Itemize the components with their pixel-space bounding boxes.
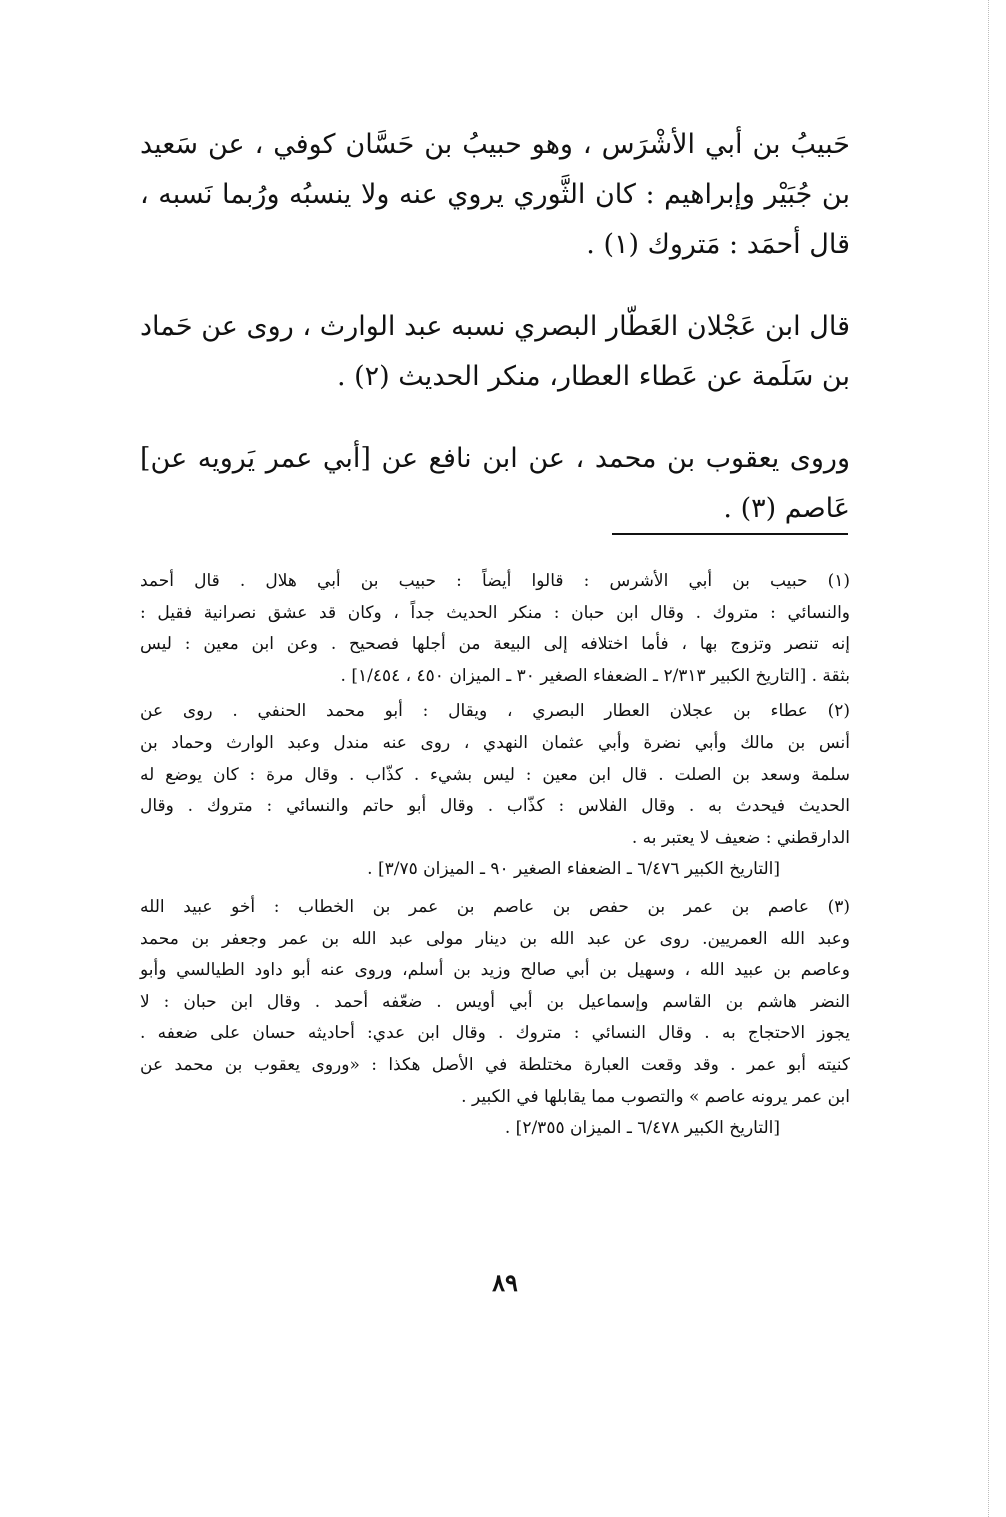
footnote-1 bbox=[140, 566, 850, 692]
footnotes bbox=[140, 566, 850, 1151]
footnote-line: الدارقطني : ضعيف لا يعتبر به . bbox=[631, 827, 850, 848]
page-number: ٨٩ bbox=[492, 1268, 518, 1297]
main-paragraph-1: حَبيبُ بن أبي الأشْرَس ، وهو حبيبُ بن حَسَّان كوفي ، عن سَعيد بن جُبَيْر وإبراهيم : كان الثَّوري يروي عنه ولا ينسبُه ورُبما نَسبه ، قال أحمَد : مَتروك (١) . bbox=[140, 129, 850, 260]
footnote-line: وعاصم بن عبيد الله ، وسهيل بن أبي صالح وزيد بن أسلم، وروى عنه أبو داود الطيالسي وأبو bbox=[140, 960, 850, 981]
footnote-line: والنسائي : متروك . وقال ابن حبان : منكر الحديث جداً ، وكان قد عشق نصرانية فقيل : bbox=[140, 602, 850, 623]
footnote-line: ابن عمر يرونه عاصم » والتصوب مما يقابلها في الكبير . bbox=[461, 1086, 850, 1107]
footnote-2 bbox=[140, 696, 850, 886]
footnote-reference: [التاريخ الكبير ٦/٤٧٨ ـ الميزان ٢/٣٥٥] . bbox=[504, 1118, 780, 1139]
footnote-line: سلمة وسعد بن الصلت . قال ابن معين : ليس بشيء . كذّاب . وقال مرة : كان يوضع له bbox=[140, 764, 850, 785]
main-paragraph-2: قال ابن عَجْلان العَطّار البصري نسبه عبد الوارث ، روى عن حَماد بن سَلَمة عن عَطاء العطار، منكر الحديث (٢) . bbox=[140, 311, 850, 392]
main-paragraph-3: وروى يعقوب بن محمد ، عن ابن نافع عن [أبي عمر يَرويه عن] عَاصم (٣) . bbox=[140, 443, 850, 524]
footnote-line: (٢) عطاء بن عجلان العطار البصري ، ويقال : أبو محمد الحنفي . روى عن bbox=[140, 701, 850, 722]
scan-edge-line bbox=[988, 0, 989, 1517]
footnote-3 bbox=[140, 892, 850, 1145]
footnote-line: (١) حبيب بن أبي الأشرس : قالوا أيضاً : حبيب بن أبي هلال . قال أحمد bbox=[140, 571, 850, 591]
footnote-line: وعبد الله العمريين. روى عن عبد الله بن دينار مولى عبد الله بن عمر وجعفر بن محمد bbox=[140, 928, 850, 949]
footnote-line: أنس بن مالك وأبي نضرة وأبي عثمان النهدي ، روى عنه مندل وعبد الوارث وحماد بن bbox=[140, 732, 850, 753]
footnote-separator bbox=[612, 533, 848, 535]
footnote-line: يجوز الاحتجاج به . وقال النسائي : متروك . وقال ابن عدي: أحاديثه حسان على ضعفه . bbox=[140, 1023, 850, 1044]
footnote-line: النضر هاشم بن القاسم وإسماعيل بن أبي أويس . ضعّفه أحمد . وقال ابن حبان : لا bbox=[140, 991, 850, 1012]
footnote-line: كنيته أبو عمر . وقد وقعت العبارة مختلطة في الأصل هكذا : «وروى يعقوب بن محمد عن bbox=[140, 1054, 850, 1075]
footnote-line: الحديث فيحدث به . وقال الفلاس : كذّاب . وقال أبو حاتم والنسائي : متروك . وقال bbox=[140, 796, 850, 817]
main-text bbox=[140, 120, 850, 566]
footnote-line: (٣) عاصم بن عمر بن حفص بن عاصم بن عمر بن الخطاب : أخو عبيد الله bbox=[140, 896, 850, 917]
footnote-line: بثقة . [التاريخ الكبير ٢/٣١٣ ـ الضعفاء الصغير ٣٠ ـ الميزان ٤٥٠ ، ١/٤٥٤] . bbox=[340, 665, 850, 686]
footnote-line: إنه تنصر وتزوج بها ، فأما اختلافه إلى البيعة من أجلها فصحيح . وعن ابن معين : ليس bbox=[140, 634, 850, 655]
footnote-reference: [التاريخ الكبير ٦/٤٧٦ ـ الضعفاء الصغير ٩٠ ـ الميزان ٣/٧٥] . bbox=[367, 859, 780, 880]
